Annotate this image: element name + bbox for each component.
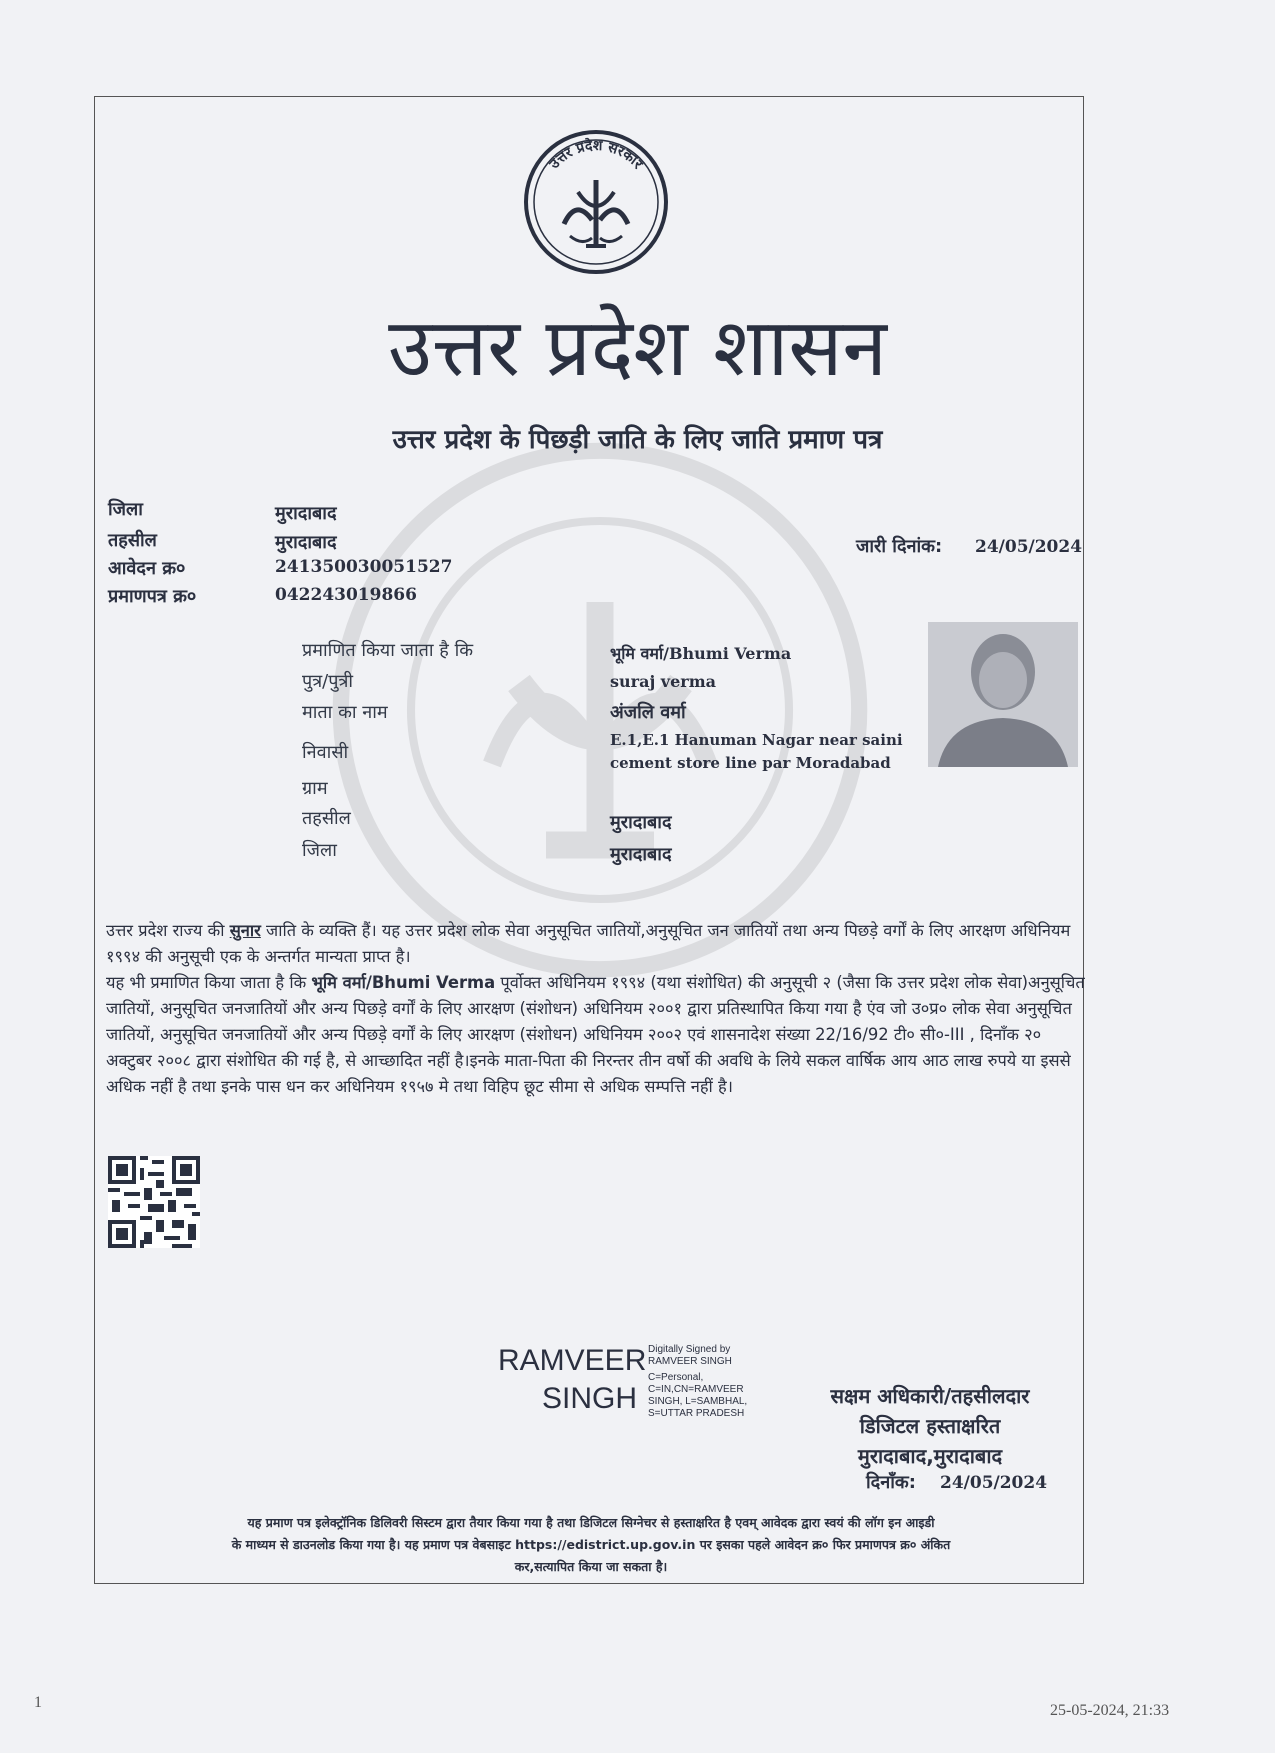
certificate-number-label: प्रमाणपत्र क्र०	[108, 586, 197, 607]
field-value-address-line1: E.1,E.1 Hanuman Nagar near saini	[610, 731, 903, 749]
authority-digital-signed: डिजिटल हस्ताक्षरित	[859, 1414, 1001, 1438]
signature-details-line1: Digitally Signed by RAMVEER SINGH	[648, 1344, 732, 1367]
body-p1-end: जाति के व्यक्ति हैं। यह उत्तर प्रदेश लोक सेवा अनुसूचित जातियों,अनुसूचित जन जातियों तथा अन्य पिछड़े वर्गों के लिए आरक्षण अधिनियम १९९४ की अनुसूची एक के अन्तर्गत मान्यता प्राप्त है।	[106, 921, 1071, 966]
field-value-name: भूमि वर्मा/Bhumi Verma	[610, 644, 792, 663]
district-value: मुरादाबाद	[275, 503, 337, 524]
footer-line-3: कर,सत्यापित किया जा सकता है।	[514, 1559, 668, 1574]
issue-date-value: 24/05/2024	[975, 537, 1083, 557]
signer-name-line1: RAMVEER	[498, 1344, 647, 1377]
body-p2-start: यह भी प्रमाणित किया जाता है कि	[106, 973, 312, 992]
certificate-body	[106, 918, 1086, 1100]
certificate-footer	[106, 1512, 1076, 1578]
field-value-district: मुरादाबाद	[610, 844, 672, 865]
signature-details-line2: C=Personal, C=IN,CN=RAMVEER SINGH, L=SAMBHAL, S=UTTAR PRADESH	[648, 1372, 748, 1419]
field-label-mother-name: माता का नाम	[302, 702, 388, 723]
field-label-village: ग्राम	[302, 778, 328, 799]
certificate-number-value: 042243019866	[275, 585, 417, 605]
field-label-resident: निवासी	[302, 742, 349, 763]
issue-date-label: जारी दिनांक:	[856, 536, 943, 557]
field-value-tehsil: मुरादाबाद	[610, 812, 672, 833]
authority-date: 24/05/2024	[940, 1473, 1048, 1493]
verification-qr-code[interactable]	[108, 1156, 200, 1248]
field-label-tehsil: तहसील	[302, 808, 351, 829]
application-number-value: 241350030051527	[275, 557, 453, 577]
print-timestamp: 25-05-2024, 21:33	[1050, 1702, 1170, 1719]
footer-line-1: यह प्रमाण पत्र इलेक्ट्रॉनिक डिलिवरी सिस्टम द्वारा तैयार किया गया है तथा डिजिटल सिग्नेचर से हस्ताक्षरित है एवम् आवेदक द्वारा स्वयं की लॉग इन आइडी	[247, 1515, 935, 1530]
authority-location: मुरादाबाद,मुरादाबाद	[857, 1444, 1003, 1468]
caste-name: सुनार	[229, 921, 261, 940]
body-paragraph-1	[106, 918, 1086, 970]
emblem-text: उत्तर प्रदेश सरकार	[546, 137, 646, 173]
field-label-son-daughter: पुत्र/पुत्री	[302, 671, 354, 692]
tehsil-label: तहसील	[108, 530, 157, 551]
tehsil-value: मुरादाबाद	[275, 532, 337, 553]
authority-designation: सक्षम अधिकारी/तहसीलदार	[830, 1384, 1030, 1408]
field-value-mother-name: अंजलि वर्मा	[610, 702, 686, 723]
body-p1-start: उत्तर प्रदेश राज्य की	[106, 921, 230, 940]
body-paragraph-2	[106, 970, 1086, 1100]
district-label: जिला	[108, 499, 143, 520]
page-number: 1	[34, 1694, 42, 1711]
footer-line-2: के माध्यम से डाउनलोड किया गया है। यह प्रमाण पत्र वेबसाइट https://edistrict.up.gov.in पर इसका पहले आवेदन क्र० फिर प्रमाणपत्र क्र० अंकित	[231, 1537, 951, 1552]
page-title: उत्तर प्रदेश शासन	[388, 301, 887, 394]
field-value-address-line2: cement store line par Moradabad	[610, 754, 891, 772]
applicant-photo	[928, 622, 1078, 767]
applicant-name-inline: भूमि वर्मा/Bhumi Verma	[311, 973, 496, 992]
signer-name-line2: SINGH	[542, 1382, 638, 1415]
up-government-emblem-icon	[522, 128, 670, 276]
field-value-father-name: suraj verma	[610, 672, 716, 691]
field-label-district: जिला	[302, 840, 337, 861]
field-label-certified: प्रमाणित किया जाता है कि	[302, 640, 474, 661]
authority-date-label: दिनाँक:	[866, 1472, 916, 1493]
certificate-subtitle: उत्तर प्रदेश के पिछड़ी जाति के लिए जाति प्रमाण पत्र	[392, 425, 883, 455]
application-number-label: आवेदन क्र०	[108, 558, 186, 579]
body-p2-end: पूर्वोक्त अधिनियम १९९४ (यथा संशोधित) की अनुसूची २ (जैसा कि उत्तर प्रदेश लोक सेवा)अनुसूचित जातियों, अनुसूचित जनजातियों और अन्य पिछड़े वर्गों के लिए आरक्षण (संशोधन) अधिनियम २००१ द्वारा प्रतिस्थापित किया गया है एंव जो उ०प्र० लोक सेवा अनुसूचित जातियों, अनुसूचित जनजातियों और अन्य पिछड़े वर्गों के लिए आरक्षण (संशोधन) अधिनियम २००२ एवं शासनादेश संख्या 22/16/92 टी० सी०-III , दिनाँक २० अक्टुबर २००८ द्वारा संशोधित की गई है, से आच्छादित नहीं है।इनके माता-पिता की निरन्तर तीन वर्षो की अवधि के लिये सकल वार्षिक आय आठ लाख रुपये या इससे अधिक नहीं है तथा इनके पास धन कर अधिनियम १९५७ मे तथा विहिप छूट सीमा से अधिक सम्पत्ति नहीं है।	[106, 973, 1085, 1096]
